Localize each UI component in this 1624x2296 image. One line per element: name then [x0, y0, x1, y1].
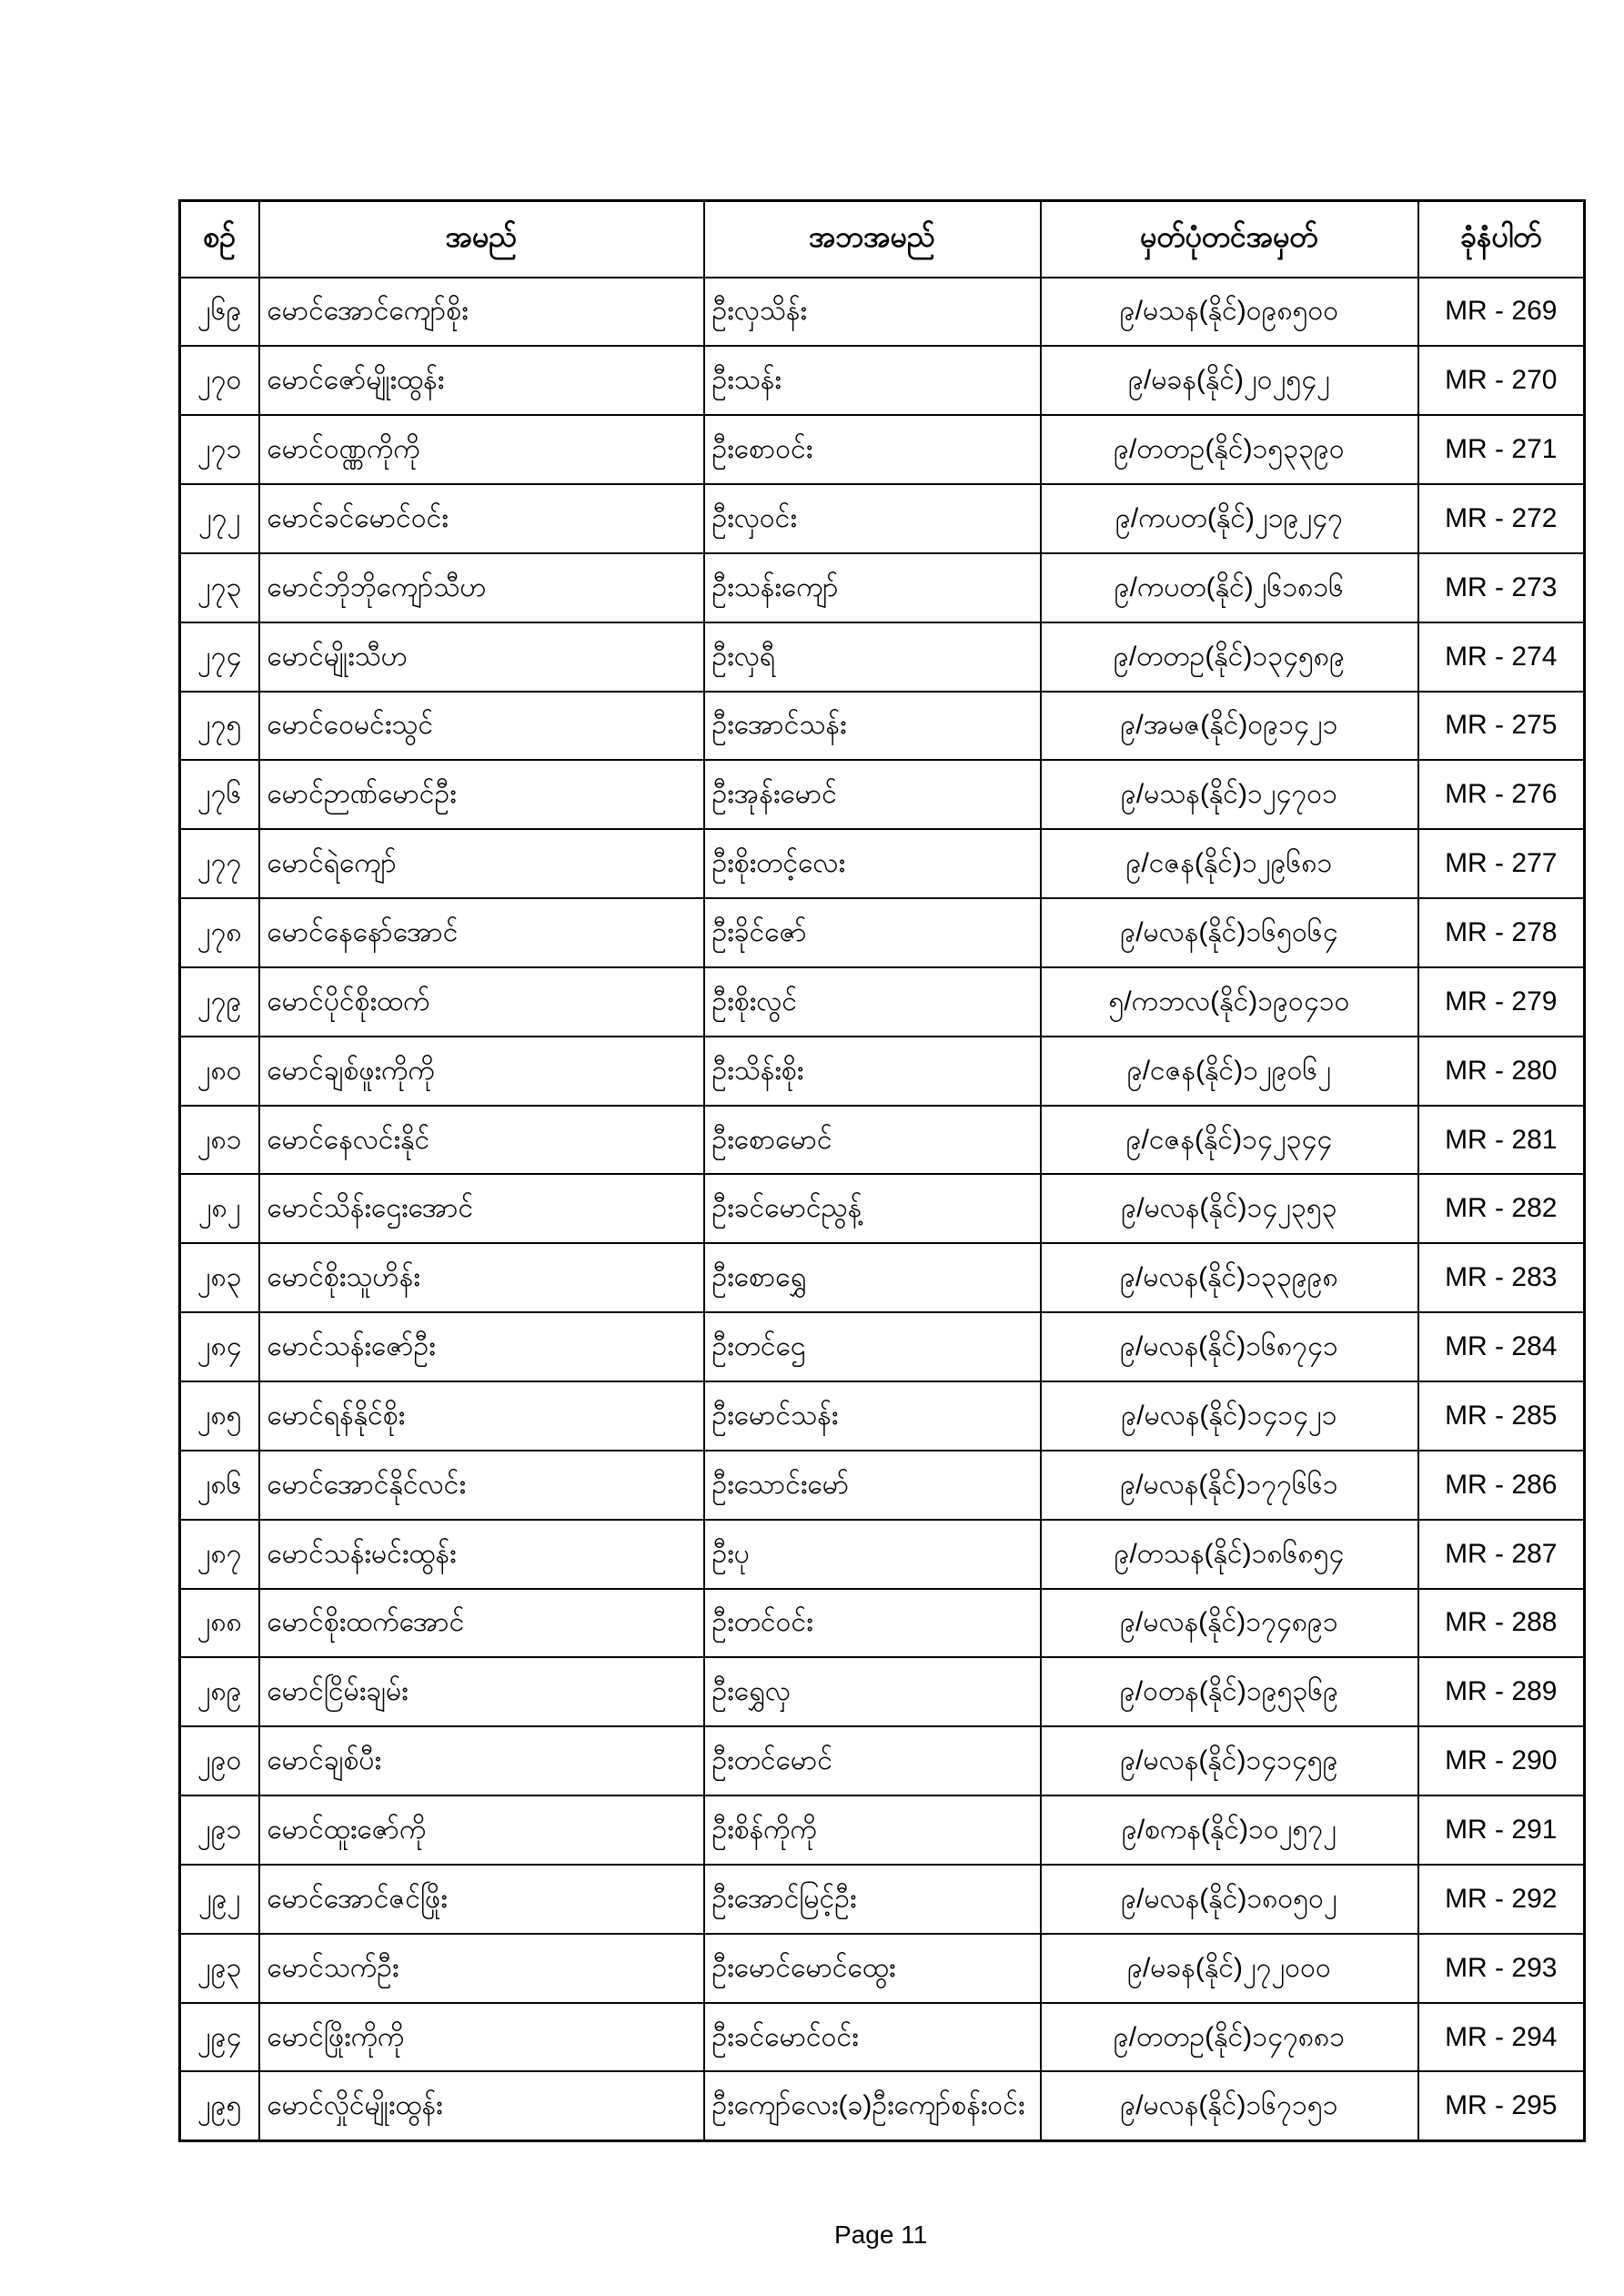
cell-father-name: ဦးမောင်မောင်ထွေး — [704, 1934, 1041, 2003]
cell-name: မောင်ခင်မောင်ဝင်း — [259, 484, 704, 553]
table-row — [180, 622, 1585, 692]
cell-serial: ၂၇၇ — [180, 829, 259, 898]
cell-seat-number: MR - 284 — [1418, 1312, 1585, 1381]
cell-seat-number: MR - 276 — [1418, 760, 1585, 829]
cell-serial: ၂၉၂ — [180, 1865, 259, 1934]
table-row — [180, 553, 1585, 622]
cell-nrc: ၉/စကန(နိုင်)၁၀၂၅၇၂ — [1041, 1795, 1418, 1865]
table-row — [180, 346, 1585, 415]
cell-seat-number: MR - 283 — [1418, 1243, 1585, 1312]
cell-name: မောင်ချစ်ဖူးကိုကို — [259, 1037, 704, 1106]
cell-seat-number: MR - 294 — [1418, 2003, 1585, 2072]
cell-nrc: ၉/ကပတ(နိုင်)၂၁၉၂၄၇ — [1041, 484, 1418, 553]
cell-name: မောင်သက်ဦး — [259, 1934, 704, 2003]
cell-nrc: ၉/ငဇန(နိုင်)၁၄၂၃၄၄ — [1041, 1106, 1418, 1175]
cell-father-name: ဦးသန်းကျော် — [704, 553, 1041, 622]
cell-nrc: ၅/ကဘလ(နိုင်)၁၉၀၄၁၀ — [1041, 967, 1418, 1037]
table-row — [180, 1795, 1585, 1865]
cell-name: မောင်စိုးထက်အောင် — [259, 1589, 704, 1658]
cell-father-name: ဦးသောင်းမော် — [704, 1451, 1041, 1520]
cell-nrc: ၉/မလန(နိုင်)၁၆၈၇၄၁ — [1041, 1312, 1418, 1381]
cell-seat-number: MR - 293 — [1418, 1934, 1585, 2003]
cell-nrc: ၉/တသန(နိုင်)၁၈၆၈၅၄ — [1041, 1520, 1418, 1589]
table-row — [180, 1312, 1585, 1381]
cell-seat-number: MR - 280 — [1418, 1037, 1585, 1106]
table-row — [180, 1520, 1585, 1589]
cell-nrc: ၉/မလန(နိုင်)၁၄၁၄၂၁ — [1041, 1381, 1418, 1451]
cell-name: မောင်အောင်နိုင်လင်း — [259, 1451, 704, 1520]
cell-father-name: ဦးခင်မောင်ညွန့် — [704, 1174, 1041, 1243]
cell-father-name: ဦးပု — [704, 1520, 1041, 1589]
table-row — [180, 1657, 1585, 1726]
table-row — [180, 415, 1585, 484]
cell-father-name: ဦးသိန်းစိုး — [704, 1037, 1041, 1106]
table-row — [180, 1106, 1585, 1175]
page-number: Page 11 — [834, 2220, 928, 2249]
cell-seat-number: MR - 275 — [1418, 692, 1585, 761]
table-row — [180, 760, 1585, 829]
cell-seat-number: MR - 273 — [1418, 553, 1585, 622]
table-row — [180, 1243, 1585, 1312]
cell-father-name: ဦးမောင်သန်း — [704, 1381, 1041, 1451]
table-row — [180, 278, 1585, 347]
cell-seat-number: MR - 274 — [1418, 622, 1585, 692]
cell-serial: ၂၈၅ — [180, 1381, 259, 1451]
column-header-father-name: အဘအမည် — [704, 201, 1041, 278]
cell-nrc: ၉/မလန(နိုင်)၁၃၃၉၉၈ — [1041, 1243, 1418, 1312]
cell-seat-number: MR - 270 — [1418, 346, 1585, 415]
cell-seat-number: MR - 272 — [1418, 484, 1585, 553]
cell-nrc: ၉/ငဇန(နိုင်)၁၂၉၀၆၂ — [1041, 1037, 1418, 1106]
cell-nrc: ၉/မသန(နိုင်)၁၂၄၇၀၁ — [1041, 760, 1418, 829]
cell-nrc: ၉/အမဇ(နိုင်)၀၉၁၄၂၁ — [1041, 692, 1418, 761]
table-row — [180, 1726, 1585, 1795]
column-header-serial: စဉ် — [180, 201, 259, 278]
cell-serial: ၂၇၁ — [180, 415, 259, 484]
cell-name: မောင်သန်းဇော်ဦး — [259, 1312, 704, 1381]
cell-father-name: ဦးရွှေလှ — [704, 1657, 1041, 1726]
cell-seat-number: MR - 291 — [1418, 1795, 1585, 1865]
cell-serial: ၂၇၅ — [180, 692, 259, 761]
cell-father-name: ဦးတင်ဝင်း — [704, 1589, 1041, 1658]
cell-name: မောင်မျိုးသီဟ — [259, 622, 704, 692]
table-row — [180, 967, 1585, 1037]
table-row — [180, 2071, 1585, 2140]
cell-name: မောင်စိုးသူဟိန်း — [259, 1243, 704, 1312]
cell-father-name: ဦးအုန်းမောင် — [704, 760, 1041, 829]
cell-seat-number: MR - 290 — [1418, 1726, 1585, 1795]
cell-father-name: ဦးစိုးလွင် — [704, 967, 1041, 1037]
cell-serial: ၂၇၂ — [180, 484, 259, 553]
cell-nrc: ၉/တတဥ(နိုင်)၁၄၇၈၈၁ — [1041, 2003, 1418, 2072]
table-row — [180, 692, 1585, 761]
cell-seat-number: MR - 281 — [1418, 1106, 1585, 1175]
cell-name: မောင်သိန်းဌေးအောင် — [259, 1174, 704, 1243]
cell-nrc: ၉/မခန(နိုင်)၂၀၂၅၄၂ — [1041, 346, 1418, 415]
cell-father-name: ဦးအောင်သန်း — [704, 692, 1041, 761]
cell-seat-number: MR - 287 — [1418, 1520, 1585, 1589]
cell-seat-number: MR - 286 — [1418, 1451, 1585, 1520]
cell-serial: ၂၇၃ — [180, 553, 259, 622]
cell-nrc: ၉/မလန(နိုင်)၁၆၇၁၅၁ — [1041, 2071, 1418, 2140]
cell-father-name: ဦးစောဝင်း — [704, 415, 1041, 484]
cell-name: မောင်နေလင်းနိုင် — [259, 1106, 704, 1175]
cell-father-name: ဦးသန်း — [704, 346, 1041, 415]
column-header-name: အမည် — [259, 201, 704, 278]
cell-name: မောင်ထူးဇော်ကို — [259, 1795, 704, 1865]
cell-nrc: ၉/တတဥ(နိုင်)၁၃၄၅၈၉ — [1041, 622, 1418, 692]
cell-serial: ၂၉၄ — [180, 2003, 259, 2072]
cell-father-name: ဦးလှရီ — [704, 622, 1041, 692]
cell-seat-number: MR - 288 — [1418, 1589, 1585, 1658]
cell-nrc: ၉/မလန(နိုင်)၁၄၁၄၅၉ — [1041, 1726, 1418, 1795]
cell-father-name: ဦးစောရွှေ — [704, 1243, 1041, 1312]
cell-father-name: ဦးကျော်လေး(ခ)ဦးကျော်စန်းဝင်း — [704, 2071, 1041, 2140]
cell-nrc: ၉/မလန(နိုင်)၁၇၄၈၉၁ — [1041, 1589, 1418, 1658]
cell-seat-number: MR - 277 — [1418, 829, 1585, 898]
cell-nrc: ၉/ဝတန(နိုင်)၁၉၅၃၆၉ — [1041, 1657, 1418, 1726]
candidate-table — [178, 199, 1586, 2142]
cell-seat-number: MR - 282 — [1418, 1174, 1585, 1243]
cell-serial: ၂၇၄ — [180, 622, 259, 692]
cell-nrc: ၉/မလန(နိုင်)၁၇၇၆၆၁ — [1041, 1451, 1418, 1520]
table-body — [180, 278, 1585, 2141]
cell-name: မောင်ဝေမင်းသွင် — [259, 692, 704, 761]
cell-name: မောင်ချစ်ပီး — [259, 1726, 704, 1795]
table-row — [180, 1037, 1585, 1106]
table-row — [180, 484, 1585, 553]
cell-nrc: ၉/မလန(နိုင်)၁၈၀၅၀၂ — [1041, 1865, 1418, 1934]
cell-serial: ၂၇၆ — [180, 760, 259, 829]
cell-nrc: ၉/မသန(နိုင်)၀၉၈၅၀၀ — [1041, 278, 1418, 347]
table-row — [180, 898, 1585, 967]
table-row — [180, 1381, 1585, 1451]
cell-seat-number: MR - 279 — [1418, 967, 1585, 1037]
cell-name: မောင်ဘိုဘိုကျော်သီဟ — [259, 553, 704, 622]
cell-nrc: ၉/မလန(နိုင်)၁၆၅၀၆၄ — [1041, 898, 1418, 967]
table-row — [180, 829, 1585, 898]
cell-father-name: ဦးစိန်ကိုကို — [704, 1795, 1041, 1865]
cell-nrc: ၉/တတဥ(နိုင်)၁၅၃၃၉၀ — [1041, 415, 1418, 484]
cell-nrc: ၉/ငဇန(နိုင်)၁၂၉၆၈၁ — [1041, 829, 1418, 898]
cell-seat-number: MR - 269 — [1418, 278, 1585, 347]
cell-serial: ၂၈၀ — [180, 1037, 259, 1106]
cell-father-name: ဦးစောမောင် — [704, 1106, 1041, 1175]
table-row — [180, 1934, 1585, 2003]
cell-father-name: ဦးတင်ဌေ — [704, 1312, 1041, 1381]
table-row — [180, 1865, 1585, 1934]
table-row — [180, 2003, 1585, 2072]
table-row — [180, 1174, 1585, 1243]
cell-seat-number: MR - 289 — [1418, 1657, 1585, 1726]
table-row — [180, 1589, 1585, 1658]
cell-serial: ၂၉၃ — [180, 1934, 259, 2003]
table-header — [180, 201, 1585, 278]
cell-serial: ၂၈၄ — [180, 1312, 259, 1381]
cell-serial: ၂၉၁ — [180, 1795, 259, 1865]
cell-serial: ၂၇၉ — [180, 967, 259, 1037]
column-header-nrc: မှတ်ပုံတင်အမှတ် — [1041, 201, 1418, 278]
cell-name: မောင်သန်းမင်းထွန်း — [259, 1520, 704, 1589]
cell-seat-number: MR - 295 — [1418, 2071, 1585, 2140]
cell-serial: ၂၈၈ — [180, 1589, 259, 1658]
cell-serial: ၂၉၅ — [180, 2071, 259, 2140]
cell-serial: ၂၈၃ — [180, 1243, 259, 1312]
cell-seat-number: MR - 271 — [1418, 415, 1585, 484]
cell-seat-number: MR - 285 — [1418, 1381, 1585, 1451]
cell-serial: ၂၉၀ — [180, 1726, 259, 1795]
cell-seat-number: MR - 292 — [1418, 1865, 1585, 1934]
table-row — [180, 1451, 1585, 1520]
cell-serial: ၂၈၇ — [180, 1520, 259, 1589]
cell-name: မောင်ဉာဏ်မောင်ဦး — [259, 760, 704, 829]
cell-name: မောင်လှိုင်မျိုးထွန်း — [259, 2071, 704, 2140]
cell-father-name: ဦးလှသိန်း — [704, 278, 1041, 347]
cell-name: မောင်အောင်ဇင်ဖြိုး — [259, 1865, 704, 1934]
cell-serial: ၂၇၈ — [180, 898, 259, 967]
header-row — [180, 201, 1585, 278]
cell-name: မောင်ငြိမ်းချမ်း — [259, 1657, 704, 1726]
cell-serial: ၂၈၉ — [180, 1657, 259, 1726]
cell-nrc: ၉/မခန(နိုင်)၂၇၂၀၀၀ — [1041, 1934, 1418, 2003]
cell-name: မောင်ရန်နိုင်စိုး — [259, 1381, 704, 1451]
cell-nrc: ၉/မလန(နိုင်)၁၄၂၃၅၃ — [1041, 1174, 1418, 1243]
cell-father-name: ဦးအောင်မြင့်ဦး — [704, 1865, 1041, 1934]
cell-serial: ၂၈၁ — [180, 1106, 259, 1175]
cell-father-name: ဦးခိုင်ဇော် — [704, 898, 1041, 967]
cell-father-name: ဦးစိုးတင့်လေး — [704, 829, 1041, 898]
cell-seat-number: MR - 278 — [1418, 898, 1585, 967]
cell-nrc: ၉/ကပတ(နိုင်)၂၆၁၈၁၆ — [1041, 553, 1418, 622]
cell-serial: ၂၈၆ — [180, 1451, 259, 1520]
cell-father-name: ဦးတင်မောင် — [704, 1726, 1041, 1795]
cell-name: မောင်ဖြိုးကိုကို — [259, 2003, 704, 2072]
cell-name: မောင်နေနော်အောင် — [259, 898, 704, 967]
cell-serial: ၂၇၀ — [180, 346, 259, 415]
cell-father-name: ဦးခင်မောင်ဝင်း — [704, 2003, 1041, 2072]
cell-name: မောင်ပိုင်စိုးထက် — [259, 967, 704, 1037]
cell-serial: ၂၆၉ — [180, 278, 259, 347]
cell-father-name: ဦးလှဝင်း — [704, 484, 1041, 553]
cell-serial: ၂၈၂ — [180, 1174, 259, 1243]
cell-name: မောင်ဝဏ္ဏကိုကို — [259, 415, 704, 484]
cell-name: မောင်ရဲကျော် — [259, 829, 704, 898]
cell-name: မောင်အောင်ကျော်စိုး — [259, 278, 704, 347]
cell-name: မောင်ဇော်မျိုးထွန်း — [259, 346, 704, 415]
column-header-seat-number: ခုံနံပါတ် — [1418, 201, 1585, 278]
